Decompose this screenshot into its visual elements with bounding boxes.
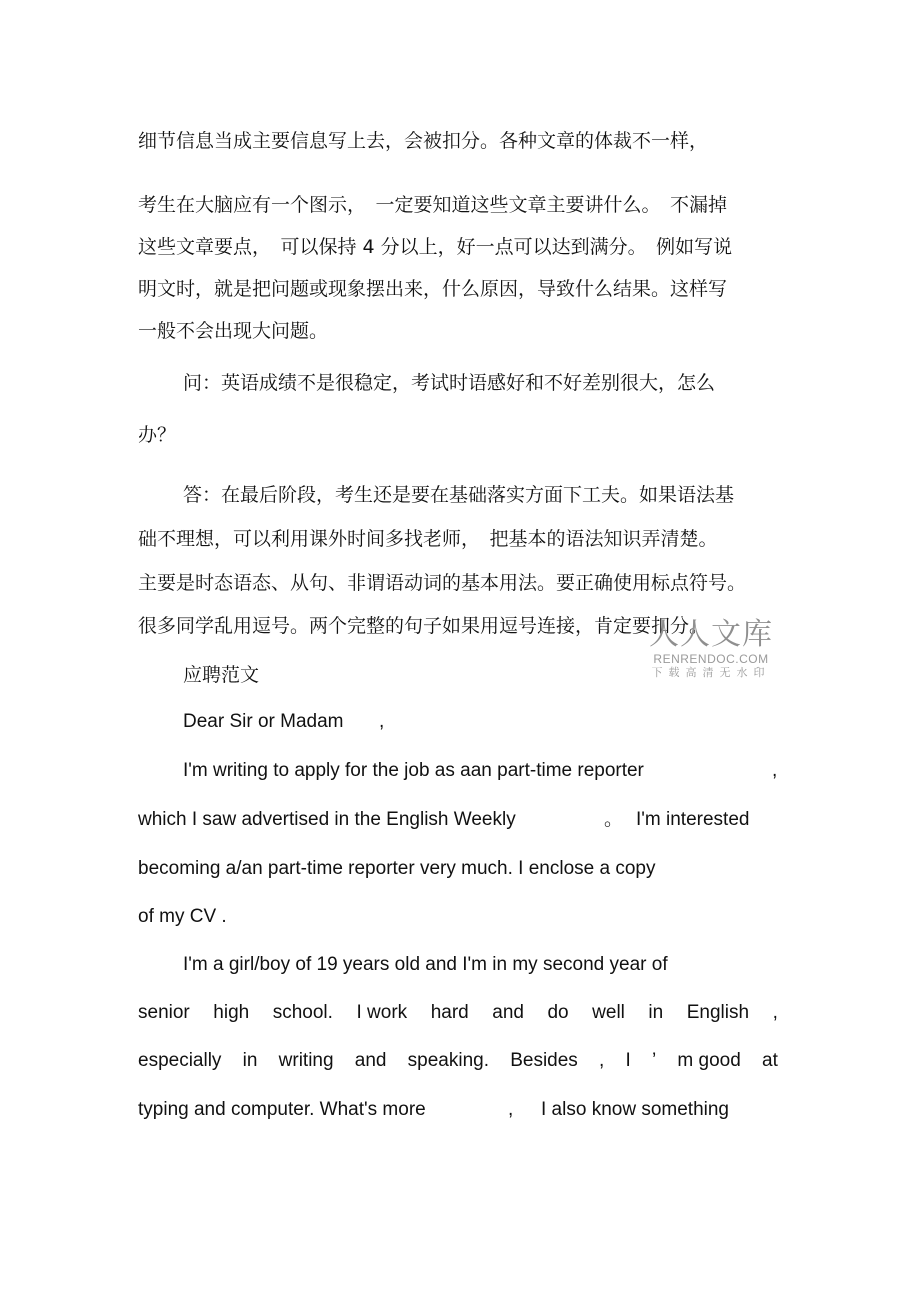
letter-salutation: Dear Sir or Madam <box>183 711 344 732</box>
letter-punct: , <box>379 711 385 732</box>
letter-justified-line <box>138 1048 778 1074</box>
word: m good <box>677 1050 741 1071</box>
word: and <box>354 1050 387 1071</box>
letter-line: I'm interested <box>636 809 750 830</box>
letter-line: which I saw advertised in the English Weekly <box>138 809 516 830</box>
word: speaking. <box>407 1050 489 1071</box>
answer-line: 很多同学乱用逗号。两个完整的句子如果用逗号连接，肯定要扣分。 <box>138 615 709 637</box>
letter-line: becoming a/an part-time reporter very much. I enclose a copy <box>138 858 656 879</box>
word: school. <box>272 1002 333 1023</box>
word: well <box>592 1002 625 1023</box>
answer-line: 础不理想，可以利用课外时间多找老师， 把基本的语法知识弄清楚。 <box>138 528 718 550</box>
word: I work <box>356 1002 408 1023</box>
question-line: 问：英语成绩不是很稳定，考试时语感好和不好差别很大，怎么 <box>183 372 716 394</box>
section-heading: 应聘范文 <box>183 664 260 686</box>
word: ’ <box>651 1050 657 1071</box>
word: hard <box>430 1002 469 1023</box>
word: , <box>772 1002 778 1023</box>
word: at <box>762 1050 778 1071</box>
word: in <box>648 1002 664 1023</box>
letter-line: I also know something <box>541 1099 729 1120</box>
word: , <box>599 1050 605 1071</box>
letter-line: I'm writing to apply for the job as aan part-time reporter <box>183 760 644 781</box>
watermark-subtitle: 下载高清无水印 <box>651 666 771 679</box>
text-line: 考生在大脑应有一个图示， 一定要知道这些文章主要讲什么。 不漏掉 <box>138 194 728 216</box>
word: in <box>242 1050 258 1071</box>
letter-punct: 。 <box>604 809 624 830</box>
watermark-url: RENRENDOC.COM <box>653 652 769 666</box>
word: do <box>547 1002 569 1023</box>
word: and <box>492 1002 524 1023</box>
word: Besides <box>510 1050 578 1071</box>
answer-line: 主要是时态语态、从句、非谓语动词的基本用法。要正确使用标点符号。 <box>138 572 747 594</box>
text-line: 一般不会出现大问题。 <box>138 320 329 342</box>
letter-line: of my CV . <box>138 906 227 927</box>
text-line: 明文时，就是把问题或现象摆出来，什么原因，导致什么结果。这样写 <box>138 278 728 300</box>
word: I <box>625 1050 631 1071</box>
word: writing <box>278 1050 334 1071</box>
letter-punct: , <box>508 1099 514 1120</box>
watermark-logo <box>646 618 776 680</box>
text-line: 这些文章要点， 可以保持 4 分以上，好一点可以达到满分。 例如写说 <box>138 236 733 258</box>
word: senior <box>138 1002 190 1023</box>
watermark-title: 人人文库 <box>649 617 773 652</box>
letter-line: I'm a girl/boy of 19 years old and I'm in my second year of <box>183 954 668 975</box>
letter-justified-line <box>138 1000 778 1026</box>
word: English <box>686 1002 750 1023</box>
word: especially <box>138 1050 222 1071</box>
text-line: 细节信息当成主要信息写上去，会被扣分。各种文章的体裁不一样， <box>138 130 709 152</box>
question-line: 办？ <box>138 424 177 446</box>
word: high <box>213 1002 250 1023</box>
answer-line: 答：在最后阶段，考生还是要在基础落实方面下工夫。如果语法基 <box>183 484 735 506</box>
letter-punct: , <box>772 760 778 781</box>
letter-line: typing and computer. What's more <box>138 1099 426 1120</box>
